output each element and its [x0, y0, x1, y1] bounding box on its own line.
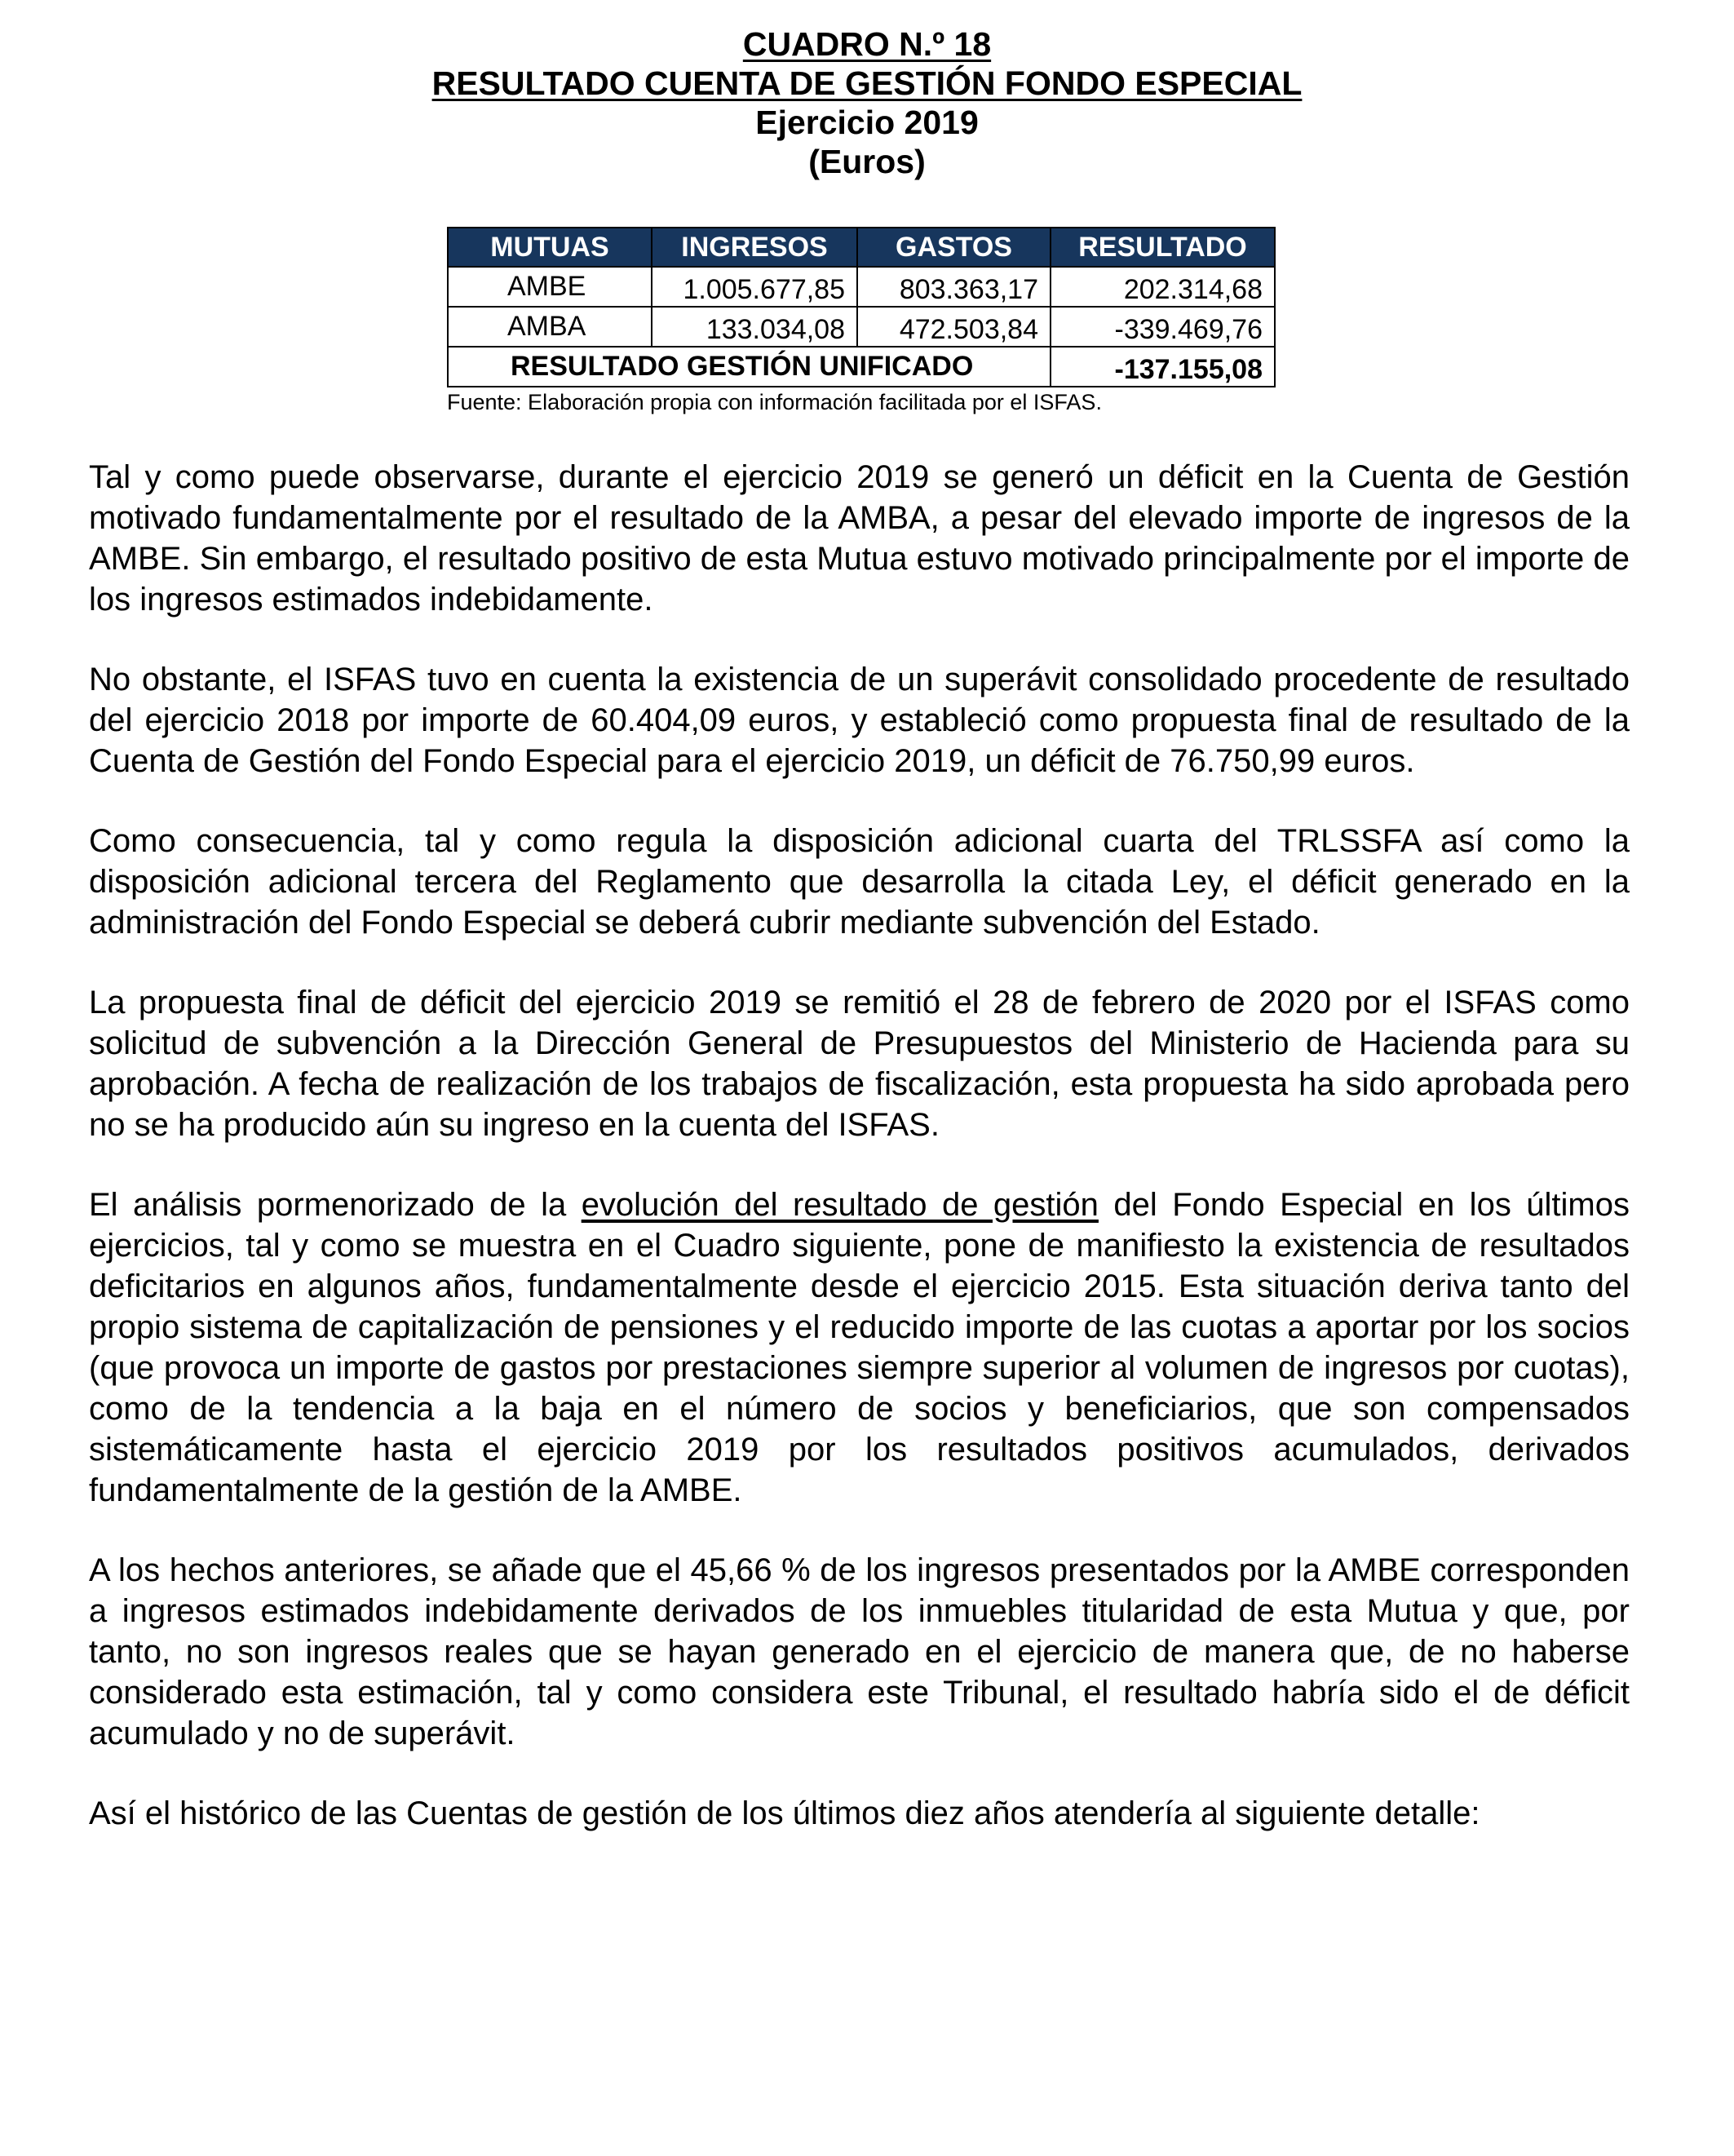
- column-header-mutuas: MUTUAS: [448, 228, 652, 267]
- results-table: [447, 227, 1276, 387]
- paragraph-6: A los hechos anteriores, se añade que el 45,66 % de los ingresos presentados por la AMBE corresponden a ingresos estimados indebidamente derivados de los inmuebles titularidad de esta Mutua y que, por tanto, no son ingresos reales que se hayan generado en el ejercicio de manera que, de no haberse considerado esta estimación, tal y como considera este Tribunal, el resultado habría sido el de déficit acumulado y no de superávit.: [89, 1552, 1630, 1751]
- column-header-gastos: GASTOS: [857, 228, 1051, 267]
- cell-mutua: AMBE: [448, 267, 652, 307]
- table-title-block: [0, 24, 1734, 181]
- table-total-row: [448, 347, 1275, 387]
- paragraph-1: Tal y como puede observarse, durante el ejercicio 2019 se generó un déficit en la Cuenta de Gestión motivado fundamentalmente por el resultado de la AMBA, a pesar del elevado importe de ingresos de la AMBE. Sin embargo, el resultado positivo de esta Mutua estuvo motivado principalmente por el importe de los ingresos estimados indebidamente.: [89, 459, 1630, 618]
- cell-mutua: AMBA: [448, 307, 652, 347]
- total-label: RESULTADO GESTIÓN UNIFICADO: [448, 347, 1051, 387]
- table-source-note: Fuente: Elaboración propia con información facilitada por el ISFAS.: [447, 390, 1102, 414]
- table-header-row: [448, 228, 1275, 267]
- column-header-resultado: RESULTADO: [1051, 228, 1275, 267]
- table-currency-unit: (Euros): [808, 143, 926, 180]
- paragraph-3: Como consecuencia, tal y como regula la disposición adicional cuarta del TRLSSFA así como la disposición adicional tercera del Reglamento que desarrolla la citada Ley, el déficit generado en la administración del Fondo Especial se deberá cubrir mediante subvención del Estado.: [89, 823, 1630, 941]
- cell-resultado: 202.314,68: [1051, 267, 1275, 307]
- paragraph-5-end: del Fondo Especial en los últimos ejercicios, tal y como se muestra en el Cuadro siguiente, pone de manifiesto la existencia de resultados deficitarios en algunos años, fundamentalmente desde el ejercicio 2015. Esta situación deriva tanto del propio sistema de capitalización de pensiones y el reducido importe de las cuotas a aportar por los socios (que provoca un importe de gastos por prestaciones siempre superior al volumen de ingresos por cuotas), como de la tendencia a la baja en el número de socios y beneficiarios, que son compensados sistemáticamente hasta el ejercicio 2019 por los resultados positivos acumulados, derivados fundamentalmente de la gestión de la AMBE.: [89, 1187, 1630, 1508]
- cell-resultado: -339.469,76: [1051, 307, 1275, 347]
- cell-gastos: 803.363,17: [857, 267, 1051, 307]
- table-fiscal-year: Ejercicio 2019: [755, 104, 979, 141]
- paragraph-7: Así el histórico de las Cuentas de gestión de los últimos diez años atendería al siguiente detalle:: [89, 1795, 1480, 1831]
- paragraph-5: [89, 1184, 1630, 1511]
- table-main-title: RESULTADO CUENTA DE GESTIÓN FONDO ESPECIAL: [431, 64, 1303, 102]
- cell-gastos: 472.503,84: [857, 307, 1051, 347]
- column-header-ingresos: INGRESOS: [652, 228, 857, 267]
- total-value: -137.155,08: [1051, 347, 1275, 387]
- underlined-phrase: evolución del resultado de gestión: [581, 1187, 1099, 1223]
- body-text: [89, 457, 1630, 1873]
- cell-ingresos: 133.034,08: [652, 307, 857, 347]
- table-row: [448, 267, 1275, 307]
- paragraph-2: No obstante, el ISFAS tuvo en cuenta la existencia de un superávit consolidado procedente de resultado del ejercicio 2018 por importe de 60.404,09 euros, y estableció como propuesta final de resultado de la Cuenta de Gestión del Fondo Especial para el ejercicio 2019, un déficit de 76.750,99 euros.: [89, 662, 1630, 779]
- table-number-title: CUADRO N.º 18: [742, 25, 992, 63]
- results-table-container: [447, 227, 1274, 415]
- cell-ingresos: 1.005.677,85: [652, 267, 857, 307]
- table-row: [448, 307, 1275, 347]
- paragraph-4: La propuesta final de déficit del ejercicio 2019 se remitió el 28 de febrero de 2020 por el ISFAS como solicitud de subvención a la Dirección General de Presupuestos del Ministerio de Hacienda para su aprobación. A fecha de realización de los trabajos de fiscalización, esta propuesta ha sido aprobada pero no se ha producido aún su ingreso en la cuenta del ISFAS.: [89, 985, 1630, 1143]
- paragraph-5-start: El análisis pormenorizado de la: [89, 1187, 582, 1223]
